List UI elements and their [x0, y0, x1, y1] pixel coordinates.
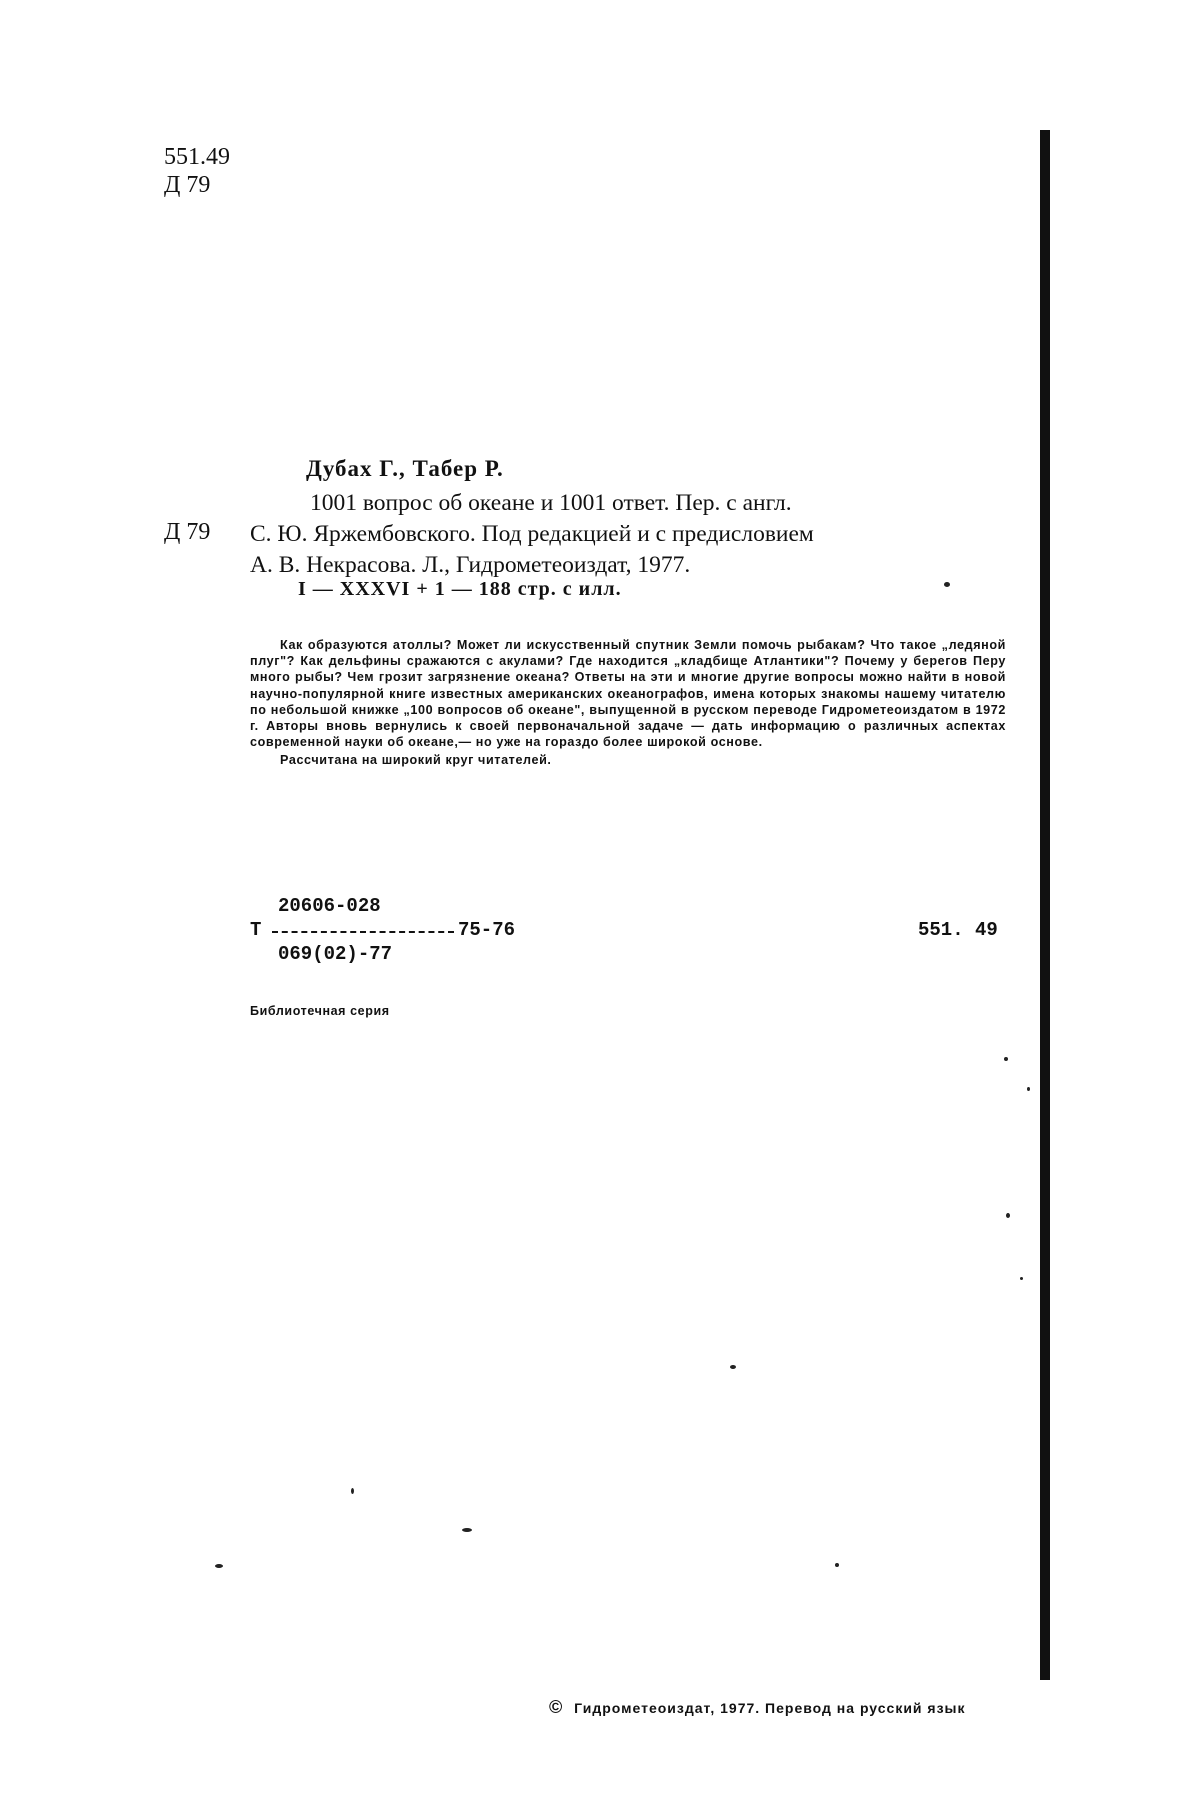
copyright-text: Гидрометеоиздат, 1977. Перевод на русский язык: [574, 1700, 966, 1716]
scan-speck: [462, 1528, 472, 1532]
scan-speck: [351, 1488, 354, 1494]
scan-speck: [944, 582, 950, 587]
udc-author-mark: Д 79: [164, 172, 211, 198]
copyright-line: [549, 1697, 966, 1718]
author-code: Д 79: [164, 519, 211, 545]
annotation-block: [250, 637, 1006, 769]
scan-speck: [1006, 1213, 1010, 1218]
annotation-text: Как образуются атоллы? Может ли искусственный спутник Земли помочь рыбакам? Что такое „ледяной плуг"? Как дельфины сражаются с акулами? Где находится „кладбище Атлантики"? Почему у берегов Перу много рыбы? Чем грозит загрязнение океана? Ответы на эти и многие другие вопросы можно найти в новой научно-популярной книге известных американских океанографов, имена которых знакомы нашему читателю по небольшой книжке „100 вопросов об океане", выпущенной в русском переводе Гидрометеоиздатом в 1972 г. Авторы вновь вернулись к своей первоначальной задаче — дать информацию о различных аспектах современной науки об океане,— но уже на гораздо более широкой основе.: [250, 638, 1006, 750]
book-authors: Дубах Г., Табер Р.: [306, 456, 504, 481]
bibliographic-description: [250, 488, 1010, 581]
series-label: Библиотечная серия: [250, 1004, 390, 1018]
bbk-denominator: 069(02)-77: [278, 943, 393, 965]
description-line: 1001 вопрос об океане и 1001 ответ. Пер. с англ.: [310, 490, 792, 516]
scan-speck: [730, 1365, 736, 1369]
description-line: С. Ю. Яржембовского. Под редакцией и с предисловием: [250, 521, 814, 547]
bbk-numerator: 20606-028: [278, 895, 381, 917]
bbk-fraction-right: 75-76: [458, 919, 516, 941]
scan-speck: [1004, 1057, 1008, 1061]
scan-edge-line: [1040, 130, 1050, 1680]
fraction-rule: [272, 931, 454, 933]
bbk-index-right: 551. 49: [918, 919, 998, 941]
bbk-code-block: [250, 895, 1010, 965]
udc-block: [164, 143, 230, 199]
page-count: I — XXXVI + 1 — 188 стр. с илл.: [298, 578, 622, 600]
udc-index: 551.49: [164, 144, 230, 170]
description-line: А. В. Некрасова. Л., Гидрометеоиздат, 1977.: [250, 552, 691, 578]
scan-speck: [1020, 1277, 1023, 1280]
scan-speck: [835, 1563, 839, 1567]
copyright-icon: ©: [549, 1697, 564, 1717]
scan-speck: [1027, 1087, 1030, 1091]
scan-speck: [215, 1564, 223, 1568]
bbk-letter: Т: [250, 919, 262, 941]
audience-note: Рассчитана на широкий круг читателей.: [280, 753, 552, 768]
